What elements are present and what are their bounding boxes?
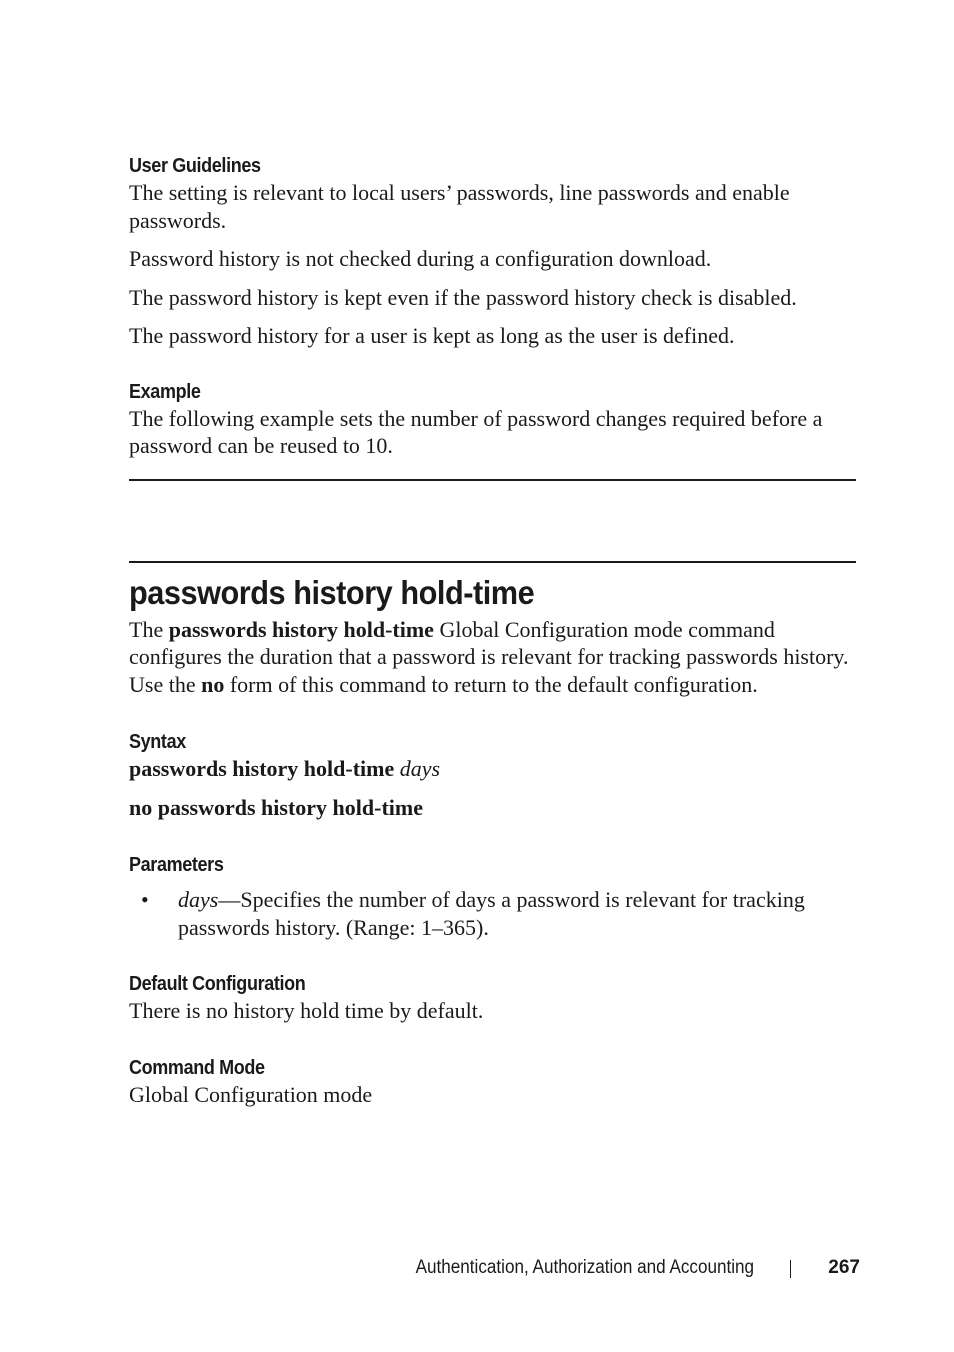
command-intro	[129, 616, 856, 699]
command-intro-prefix: The	[129, 616, 169, 642]
page-content	[129, 150, 856, 1108]
command-intro-no: no	[201, 671, 225, 697]
footer-separator	[790, 1260, 791, 1278]
syntax-no-command: no passwords history hold-time	[129, 794, 423, 820]
section-end-rule	[129, 479, 856, 481]
parameter-name: days	[178, 887, 219, 912]
parameter-text	[178, 886, 856, 941]
example-heading: Example	[129, 380, 201, 403]
command-intro-suffix: form of this command to return to the default configuration.	[224, 671, 758, 697]
default-configuration-heading: Default Configuration	[129, 973, 306, 995]
command-mode-heading: Command Mode	[129, 1056, 265, 1079]
user-guidelines-paragraph-4: The password history for a user is kept as long as the user is defined.	[129, 323, 735, 348]
command-mode-text: Global Configuration mode	[129, 1081, 373, 1107]
user-guidelines-paragraph-2: Password history is not checked during a configuration download.	[129, 246, 712, 271]
syntax-heading: Syntax	[129, 731, 186, 753]
parameter-item	[129, 886, 856, 941]
command-title: passwords history hold-time	[129, 573, 535, 611]
syntax-command: passwords history hold-time	[129, 756, 395, 781]
section-start-rule	[129, 561, 856, 563]
syntax-param: days	[399, 756, 441, 781]
command-intro-bold: passwords history hold-time	[168, 616, 434, 642]
example-text: The following example sets the number of password changes required before a password can be reused to 10.	[129, 405, 823, 458]
user-guidelines-heading: User Guidelines	[129, 155, 261, 177]
parameters-heading: Parameters	[129, 854, 224, 876]
default-configuration-text: There is no history hold time by default.	[129, 998, 484, 1023]
parameter-description: —Specifies the number of days a password is relevant for tracking passwords history. (Range: 1–365).	[178, 887, 805, 940]
bullet-icon: •	[141, 887, 149, 912]
syntax-line-2	[129, 794, 856, 822]
user-guidelines-paragraph-1: The setting is relevant to local users’ passwords, line passwords and enable passwords.	[129, 180, 790, 233]
page-footer	[0, 1255, 954, 1281]
footer-section-title: Authentication, Authorization and Accounting	[415, 1257, 754, 1278]
command-intro-mid: Global Configuration mode command configures the duration that a password is relevant for tracking passwords history. Use the	[129, 616, 849, 697]
syntax-line-1	[129, 755, 856, 783]
user-guidelines-paragraph-3: The password history is kept even if the password history check is disabled.	[129, 284, 797, 310]
footer-page-number: 267	[828, 1257, 860, 1278]
